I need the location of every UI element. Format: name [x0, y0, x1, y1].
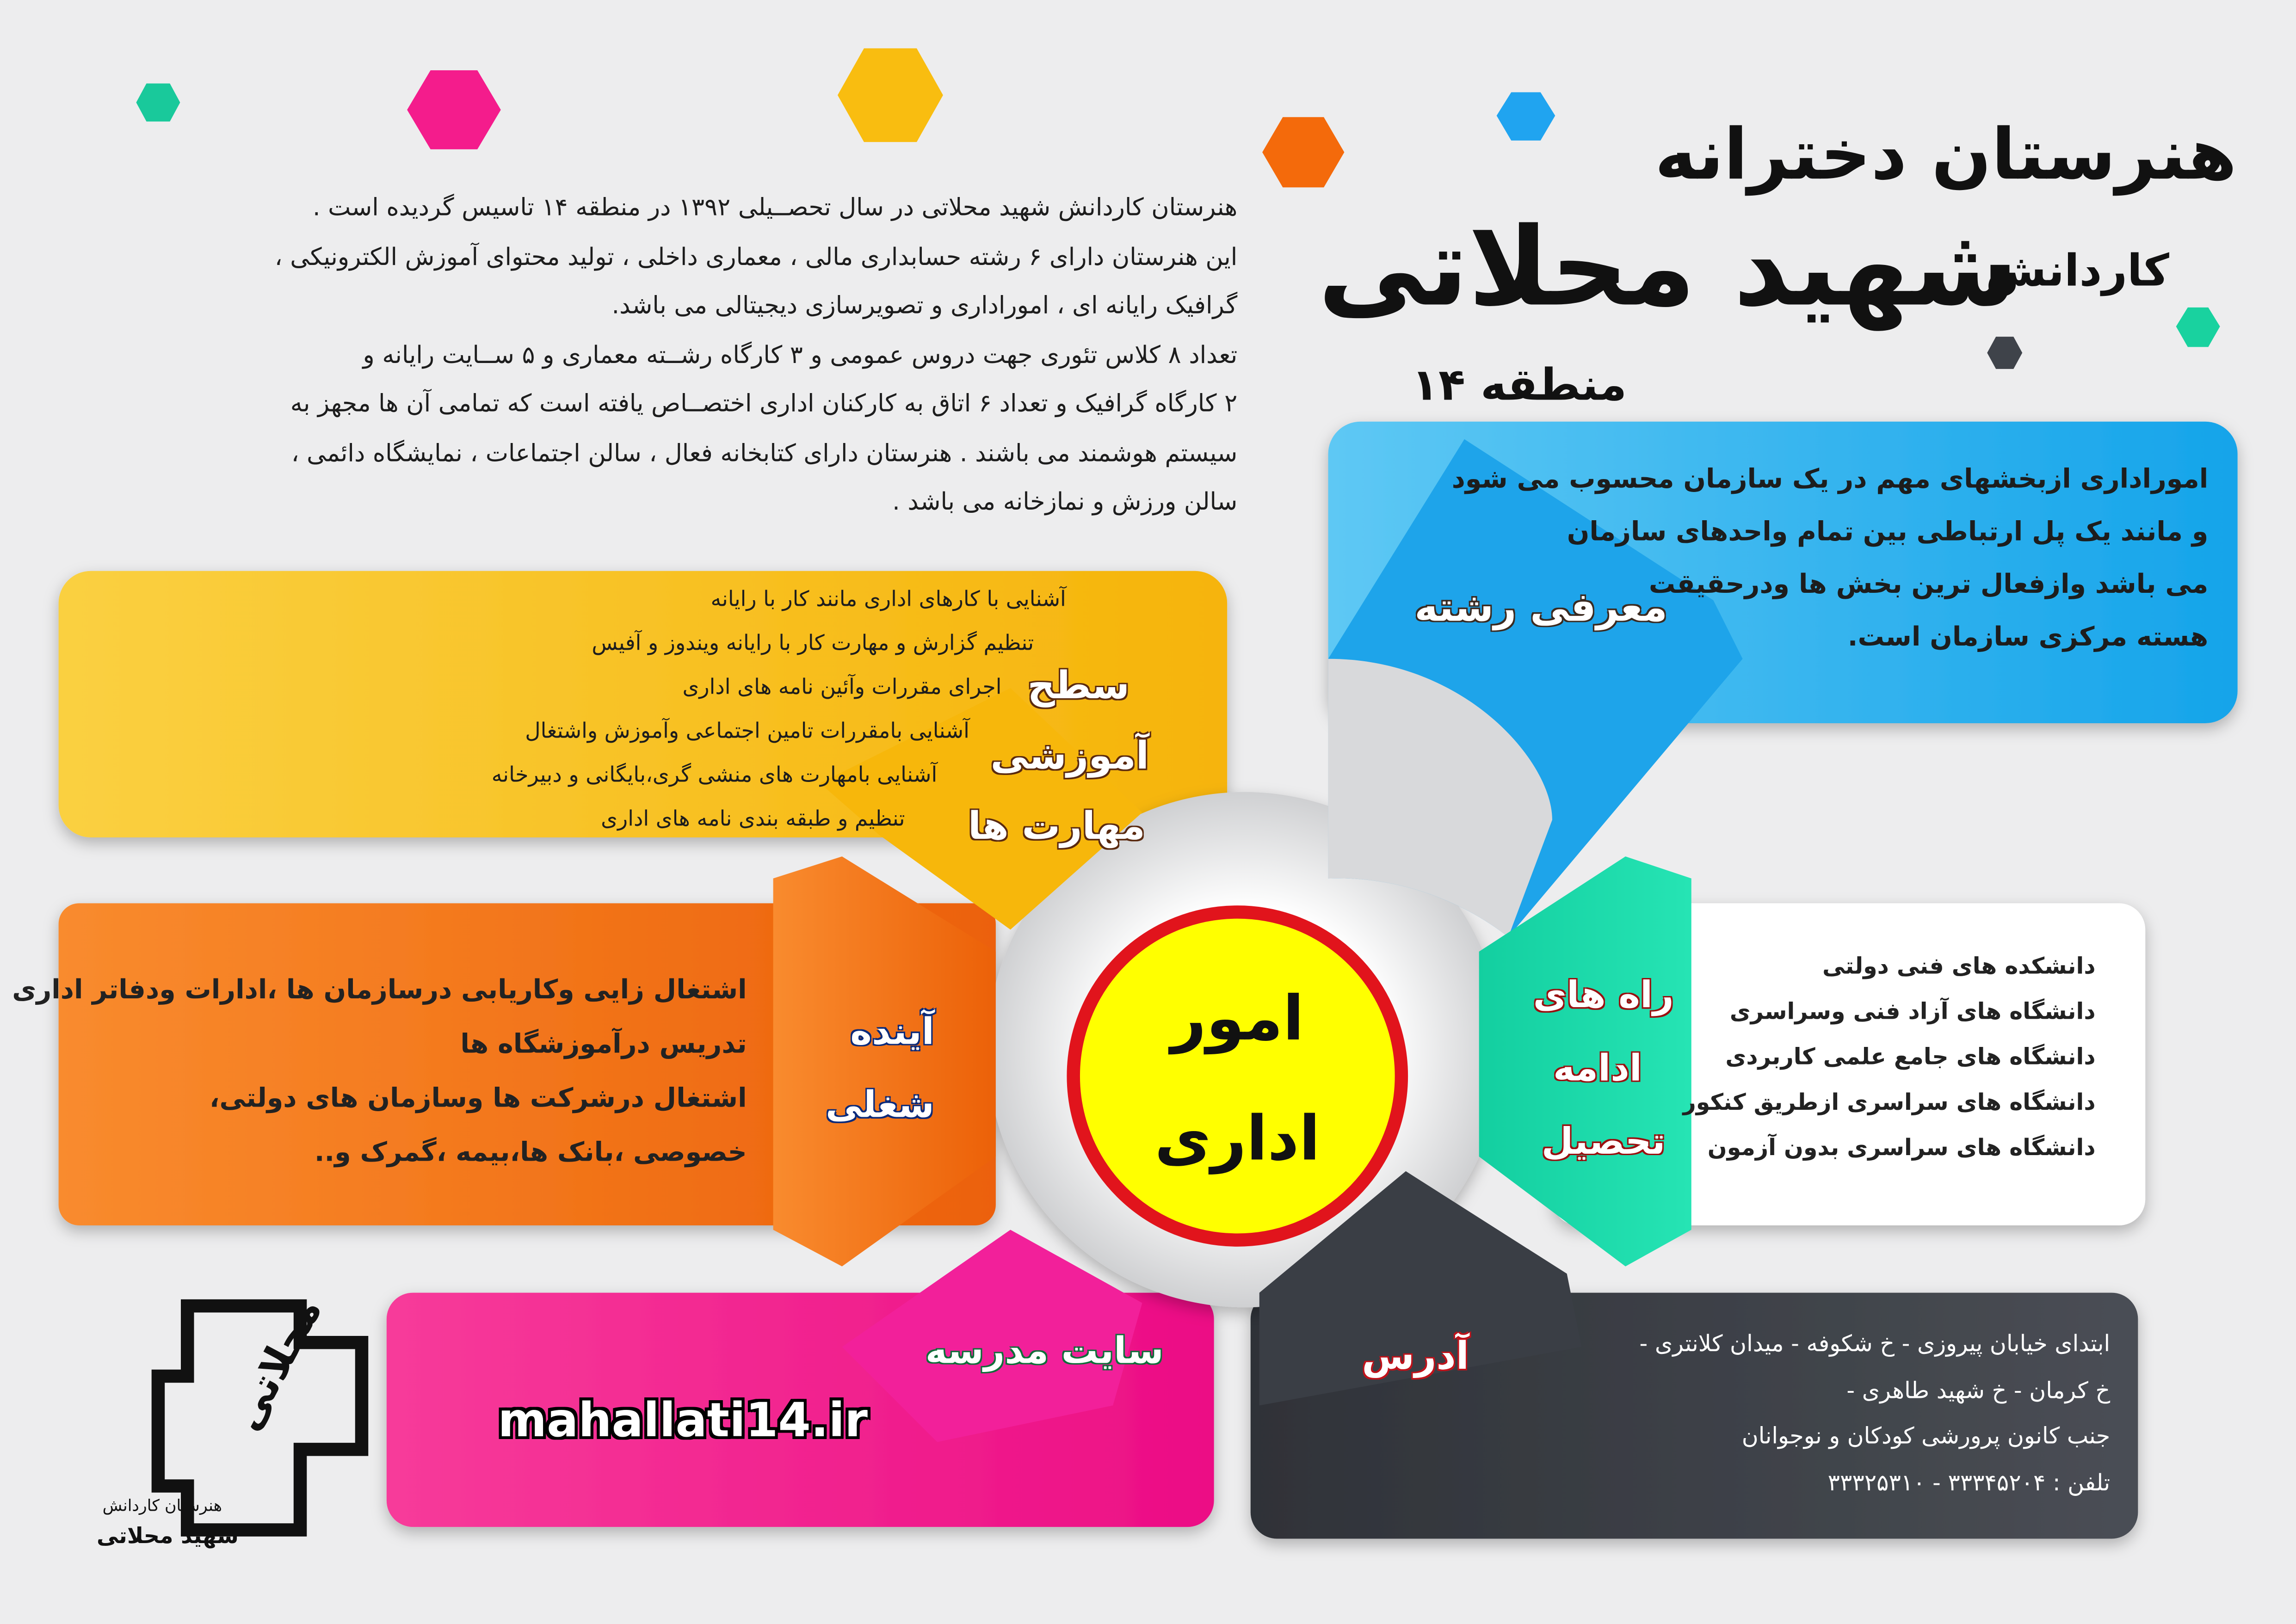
address-line: تلفن : ۳۳۳۴۵۲۰۴ - ۳۳۳۲۵۳۱۰ — [1827, 1469, 2111, 1496]
title-main: شهید محلاتی — [1318, 205, 2018, 331]
education-label-line: راه های — [1533, 973, 1674, 1016]
education-item: دانشکده های فنی دولتی — [1822, 953, 2096, 980]
career-label — [826, 996, 934, 1142]
website-label: سایت مدرسه — [925, 1329, 1164, 1372]
title-small: کاردانش — [1986, 246, 2169, 297]
career-item: اشتغال درشرکت ها وسازمان های دولتی، — [209, 1083, 747, 1114]
education-item: دانشگاه های سراسری بدون آزمون — [1707, 1134, 2096, 1161]
career-label-line: شغلی — [825, 1083, 934, 1126]
skills-item: آشنایی بامقررات تامین اجتماعی وآموزش واشتغال — [525, 720, 969, 744]
education-label-line: تحصیل — [1541, 1120, 1666, 1163]
skills-label-line: سطح — [1027, 664, 1130, 709]
education-label — [1533, 959, 1674, 1179]
skills-item: آشنایی بامهارت های منشی گری،بایگانی و دبیرخانه — [491, 764, 938, 788]
orange-hexagon — [1262, 117, 1344, 187]
address-line: جنب کانون پرورشی کودکان و نوجوانان — [1741, 1423, 2111, 1450]
education-label-line: ادامه — [1553, 1046, 1642, 1089]
career-item: تدریس درآموزشگاه ها — [460, 1029, 747, 1060]
pink-hexagon — [407, 70, 501, 149]
education-item: دانشگاه های آزاد فنی وسراسری — [1729, 998, 2096, 1025]
education-item: دانشگاه های جامع علمی کاربردی — [1725, 1044, 2096, 1070]
yellow-hexagon — [838, 48, 943, 142]
intro-line: هنرستان کاردانش شهید محلاتی در سال تحصــیلی ۱۳۹۲ در منطقه ۱۴ تاسیس گردیده است . — [312, 193, 1238, 221]
region-label: منطقه ۱۴ — [1412, 360, 1627, 412]
logo-glyph: محلاتی — [222, 1289, 332, 1439]
blue-hexagon — [1497, 92, 1555, 140]
intro-line: سالن ورزش و نمازخانه می باشد . — [892, 487, 1238, 516]
education-item: دانشگاه های سراسری ازطریق کنکور — [1683, 1089, 2096, 1116]
intro-field-line: اموراداری ازبخشهای مهم در یک سازمان محسوب می شود — [1451, 464, 2209, 495]
intro-field-text — [1452, 454, 2209, 664]
logo-caption-small: هنرستان کاردانش — [102, 1496, 222, 1515]
intro-line: تعداد ۸ کلاس تئوری جهت دروس عمومی و ۳ کارگاه رشــته معماری و ۵ ســایت رایانه و — [363, 340, 1238, 369]
education-list — [1683, 944, 2095, 1171]
intro-field-label: معرفی رشته — [1414, 585, 1667, 631]
skills-label-line: آموزشی — [990, 735, 1149, 779]
logo-caption-main: شهید محلاتی — [96, 1522, 239, 1549]
address-text — [1640, 1322, 2111, 1507]
skills-item: تنظیم گزارش و مهارت کار با رایانه ویندوز و آفیس — [592, 632, 1034, 656]
address-line: خ کرمان - خ شهید طاهری - — [1846, 1377, 2111, 1403]
center-label — [1074, 959, 1401, 1199]
teal-hexagon-small — [2176, 308, 2220, 347]
center-label-line1: امور — [1171, 982, 1304, 1054]
career-item: اشتغال زایی وکاریابی درسازمان ها ،ادارات ودفاتر اداری — [12, 975, 747, 1006]
center-label-line2: اداری — [1154, 1102, 1321, 1175]
gray-hexagon — [1987, 337, 2022, 369]
address-line: ابتدای خیابان پیروزی - خ شکوفه - میدان کلانتری - — [1639, 1330, 2111, 1357]
career-label-line: آینده — [850, 1010, 934, 1053]
intro-line: این هنرستان دارای ۶ رشته حسابداری مالی ، معماری داخلی ، تولید محتوای آموزش الکترونیکی ، — [274, 242, 1238, 271]
career-list — [12, 963, 747, 1180]
intro-field-line: می باشد وازفعال ترین بخش ها ودرحقیقت — [1648, 569, 2209, 601]
intro-paragraph — [275, 183, 1238, 526]
address-label: آدرس — [1362, 1335, 1469, 1379]
intro-line: ۲ کارگاه گرافیک و تعداد ۶ اتاق به کارکنان اداری اختصــاص یافته است که تمامی آن ها مجهز به — [290, 389, 1238, 418]
intro-field-line: هسته مرکزی سازمان است. — [1847, 622, 2209, 653]
skills-item: اجرای مقررات وآئین نامه های اداری — [682, 676, 1002, 700]
website-url[interactable]: mahallati14.ir — [498, 1392, 868, 1448]
career-item: خصوصی ،بانک ها،بیمه ،گمرک و.. — [314, 1137, 747, 1169]
intro-line: گرافیک رایانه ای ، اموراداری و تصویرسازی دیجیتالی می باشد. — [611, 291, 1238, 320]
skills-item: تنظیم و طبقه بندی نامه های اداری — [601, 808, 905, 832]
intro-line: سیستم هوشمند می باشند . هنرستان دارای کتابخانه فعال ، سالن اجتماعات ، نمایشگاه دائمی ، — [291, 438, 1238, 467]
skills-item: آشنایی با کارهای اداری مانند کار با رایانه — [710, 588, 1066, 612]
skills-label — [968, 652, 1183, 862]
title-line1: هنرستان دخترانه — [1654, 114, 2237, 197]
skills-label-line: مهارت ها — [968, 805, 1145, 849]
intro-field-line: و مانند یک پل ارتباطی بین تمام واحدهای سازمان — [1567, 517, 2209, 548]
